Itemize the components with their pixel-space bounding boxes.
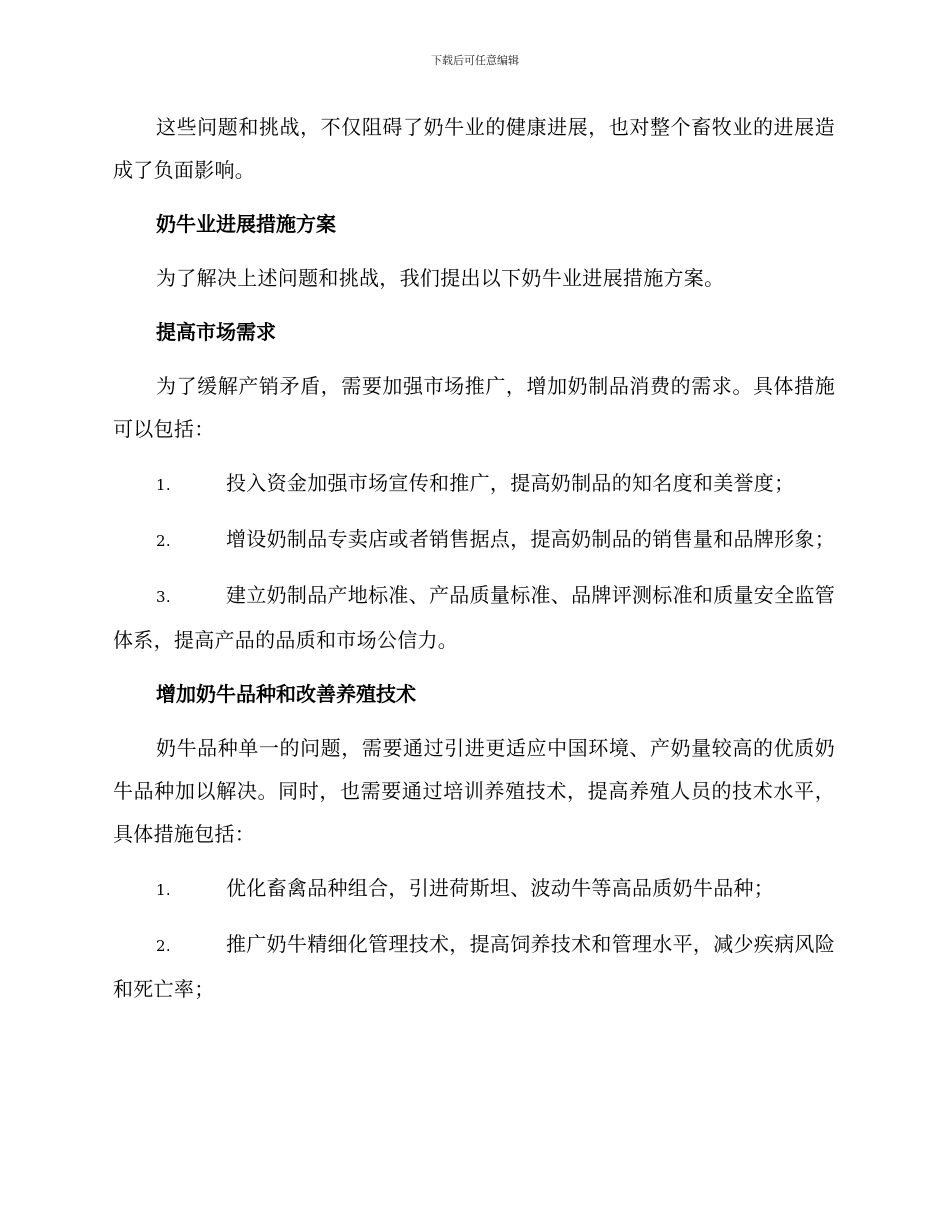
list-item-text: 建立奶制品产地标准、产品质量标准、品牌评测标准和质量安全监管体系，提高产品的品质和市场公信力。 [113, 583, 835, 652]
subheading-market-demand: 提高市场需求 [156, 320, 276, 344]
section-heading-measures: 奶牛业进展措施方案 [156, 212, 336, 236]
list-item-text: 推广奶牛精细化管理技术，提高饲养技术和管理水平，减少疾病风险和死亡率； [113, 932, 835, 1001]
document-body [113, 106, 835, 1022]
paragraph-measures-intro: 为了解决上述问题和挑战，我们提出以下奶牛业进展措施方案。 [156, 266, 725, 290]
list-item-market-2 [113, 518, 835, 563]
list-item-market-1 [113, 462, 835, 507]
page-header: 下载后可任意编辑 [431, 54, 519, 67]
list-item-breeds-1 [113, 867, 835, 912]
subheading-breeds-techniques: 增加奶牛品种和改善养殖技术 [156, 682, 416, 706]
paragraph-market-demand: 为了缓解产销矛盾，需要加强市场推广，增加奶制品消费的需求。具体措施可以包括： [113, 374, 835, 441]
list-item-text: 优化畜禽品种组合，引进荷斯坦、波动牛等高品质奶牛品种； [226, 876, 775, 900]
list-item-text: 投入资金加强市场宣传和推广，提高奶制品的知名度和美誉度； [226, 471, 795, 495]
paragraph-problems-summary: 这些问题和挑战，不仅阻碍了奶牛业的健康进展，也对整个畜牧业的进展造成了负面影响。 [113, 115, 835, 182]
list-item-market-3 [113, 574, 835, 662]
list-number: 2. [156, 532, 171, 550]
list-item-breeds-2 [113, 923, 835, 1011]
paragraph-breeds-techniques: 奶牛品种单一的问题，需要通过引进更适应中国环境、产奶量较高的优质奶牛品种加以解决。同时，也需要通过培训养殖技术，提高养殖人员的技术水平，具体措施包括： [113, 736, 835, 846]
list-item-text: 增设奶制品专卖店或者销售据点，提高奶制品的销售量和品牌形象； [226, 527, 835, 551]
list-number: 2. [156, 937, 171, 955]
list-number: 1. [156, 881, 171, 899]
list-number: 3. [156, 588, 171, 606]
list-number: 1. [156, 476, 171, 494]
